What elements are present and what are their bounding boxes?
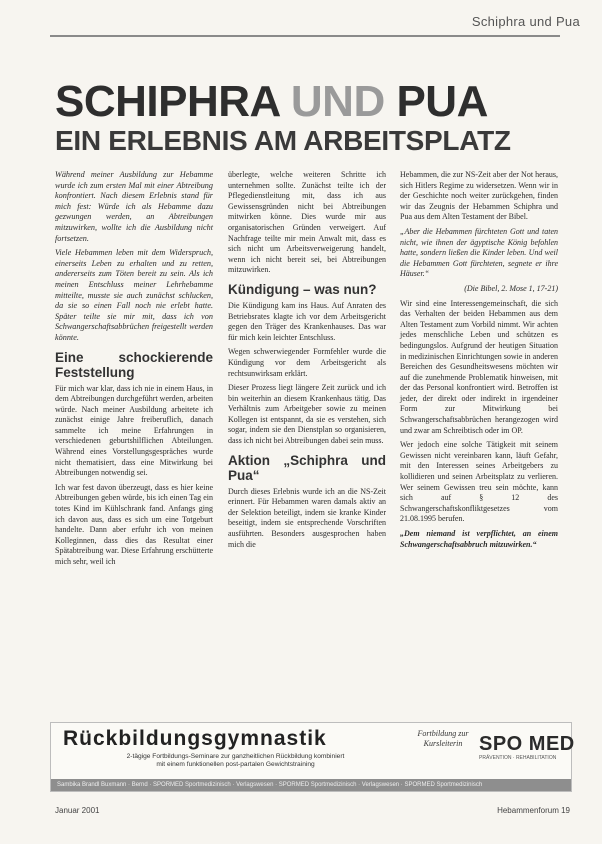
column-3 [400,170,558,554]
spormed-logo [479,731,575,761]
column-1 [55,170,213,572]
law-quote: „Dem niemand ist verpflichtet, an einem Schwangerschaftsabbruch mitzuwirken.“ [400,529,558,549]
ad-description-line-1: 2-tägige Fortbildungs-Seminare zur ganzheitlichen Rückbildung kombiniert [126,753,345,760]
header-rule [50,35,560,37]
intro-paragraph-2: Viele Hebammen leben mit dem Widerspruch, einerseits Leben zu erhalten und zu retten, andererseits zum Töten bereit zu sein. Als ich meinen Entschluss meiner Lehrhebamme mitteilte, musste sie auch zunächst schlucken, da sie so einen Fall noch nie erlebt hatte. Später teilte sie mir mit, dass ich von Schwangerschaftsabbrüchen freigestellt werden könnte. [55,248,213,342]
body-paragraph: Ich war fest davon überzeugt, dass es hier keine Abtreibungen geben würde, bis ich einen Tag ein totes Kind im Kühlschrank fand. Anfangs ging ich davon aus, dass es sich um eine Totgeburt handelte. Dann aber erfuhr ich von meinen Kolleginnen, dass dies das Resultat einer Spätabtreibung war. Diese Erfahrung erschütterte mich sehr, weil ich [55,482,213,566]
ad-fortbildung-label: Fortbildung zur Kursleiterin [417,729,469,748]
column-2 [228,170,386,554]
footer-page-number: Hebammenforum 19 [497,806,570,815]
heading-kuendigung: Kündigung – was nun? [228,281,377,297]
body-paragraph: Durch dieses Erlebnis wurde ich an die NS-Zeit erinnert. Für Hebammen waren damals aktiv an der Selektion beteiligt, indem sie kranke Kinder beseitigt, indem sie entsprechende Vorschriften ausführten. Besonders ausgesprochen haben mich die [228,486,386,549]
body-paragraph: überlegte, welche weiteren Schritte ich unternehmen sollte. Zunächst teilte ich der Pflegedienstleitung mit, dass ich aus Gewissensgründen nicht bei Abtreibungen mitwirken könne. Dies wurde mir aus organisatorischen Gründen verweigert. Auf Nachfrage teilte mir mein Anwalt mit, dass es sich nicht um Arbeitsverweigerung handelt, wenn ich nicht bereit sei, bei Abtreibungen mitzuwirken. [228,170,386,275]
title-und: UND [290,77,385,126]
article-title [55,77,565,126]
spormed-logo-subtitle: PRÄVENTION · REHABILITATION [479,755,557,761]
footer-date: Januar 2001 [55,806,100,815]
running-title: Schiphra und Pua [471,14,580,29]
body-paragraph: Hebammen, die zur NS-Zeit aber der Not heraus, sich Hitlers Regime zu widersetzen. Wenn wir in der Geschichte noch weiter zurückgehen, finden wir das Zeugnis der Hebammen Schiphra und Pua aus dem Alten Testament der Bibel. [400,170,558,222]
bible-quote: „Aber die Hebammen fürchteten Gott und taten nicht, wie ihnen der ägyptische König befohlen hatte, sondern ließen die Kinder leben. Und weil die Hebammen Gott fürchteten, segnete er ihre Häuser.“ [400,226,558,279]
body-paragraph: Dieser Prozess liegt längere Zeit zurück und ich bin weiterhin an diesem Krankenhaus tätig. Das Verhältnis zum Arbeitgeber sowie zu meinen Kollegen ist entspannt, da sie es verstehen, sich sogar, indem sie den Dienstplan so organisieren, dass ich nicht bei Abtreibungen dabei sein muss. [228,383,386,446]
title-part1: SCHIPHRA [55,77,291,126]
spormed-logo-text: SPO MED [479,733,575,755]
body-paragraph: Für mich war klar, dass ich nie in einem Haus, in dem Abtreibungen durchgeführt werden, arbeiten würde. Nach meiner Ausbildung arbeitete ich zunächst einige Jahre freiberuflich, danach sammelte ich meine Erfahrungen in verschiedenen geburtshilflichen Abteilungen. Während eines Vorstellungsgespräches wurde nicht thematisiert, dass eine Mitwirkung bei Abtreibungen notwendig sei. [55,383,213,478]
body-paragraph: Die Kündigung kam ins Haus. Auf Anraten des Betriebsrates klagte ich vor dem Arbeitsgericht gegen den Träger des Krankenhauses. Das war für mich kein leichter Entschluss. [228,300,386,342]
body-paragraph: Wegen schwerwiegender Formfehler wurde die Kündigung vor dem Arbeitsgericht als rechtsunwirksam erklärt. [228,347,386,378]
ad-description-line-2: mit einem funktionellen post-partalen Gewichtstraining [156,761,315,768]
body-paragraph: Wir sind eine Interessengemeinschaft, die sich das Verhalten der beiden Hebammen aus dem Alten Testament zum Vorbild nimmt. Wir achten jedes menschliche Leben und schützen es bedingungslos. Aufgrund der heutigen Situation in medizinischen Einrichtungen sowie in anderen Bereichen des Gesundheitswesens möchten wir auf die zunehmende Problematik hinweisen, mit der das Personal konfrontiert wird. Betroffen ist jeder, der direkt oder indirekt in irgendeiner Form zur Mitwirkung bei Schwangerschaftsabbrüchen herangezogen wird und zwar am Schreibtisch oder im OP. [400,298,558,435]
bible-reference: (Die Bibel, 2. Mose 1, 17-21) [464,283,558,293]
article-subtitle: EIN ERLEBNIS AM ARBEITSPLATZ [55,125,511,156]
heading-feststellung: Eine schockierende Feststellung [55,349,213,380]
ad-title: Rückbildungsgymnastik [63,727,327,750]
title-part2: PUA [384,77,488,126]
heading-aktion: Aktion „Schiphra und Pua“ [228,452,386,483]
ad-contact-bar: Sambika Brandl Buxmann · Bernd · SPORMED Sportmedizinisch · Verlagswesen · SPORMED Sportmedizinisch · Verlagswesen · SPORMED Sportmedizinisch [51,779,571,791]
body-paragraph: Wer jedoch eine solche Tätigkeit mit seinem Gewissen nicht vereinbaren kann, läuft Gefahr, mit den Interessen seines Arbeitgebers zu kollidieren und seinen Arbeitsplatz zu verlieren. Wer seinem Gewissen treu sein möchte, kann sich auf § 12 des Schwangerschaftskonfliktgesetzes vom 21.08.1995 berufen. [400,440,558,524]
intro-paragraph: Während meiner Ausbildung zur Hebamme wurde ich zum ersten Mal mit einer Abtreibung konfrontiert. Nach diesem Erlebnis stand für mich fest: Würde ich als Hebamme dazu gezwungen werden, an Abtreibungen mitzuwirken, wollte ich die Ausbildung nicht fortsetzen. [55,170,213,243]
advertisement-box [50,722,575,792]
